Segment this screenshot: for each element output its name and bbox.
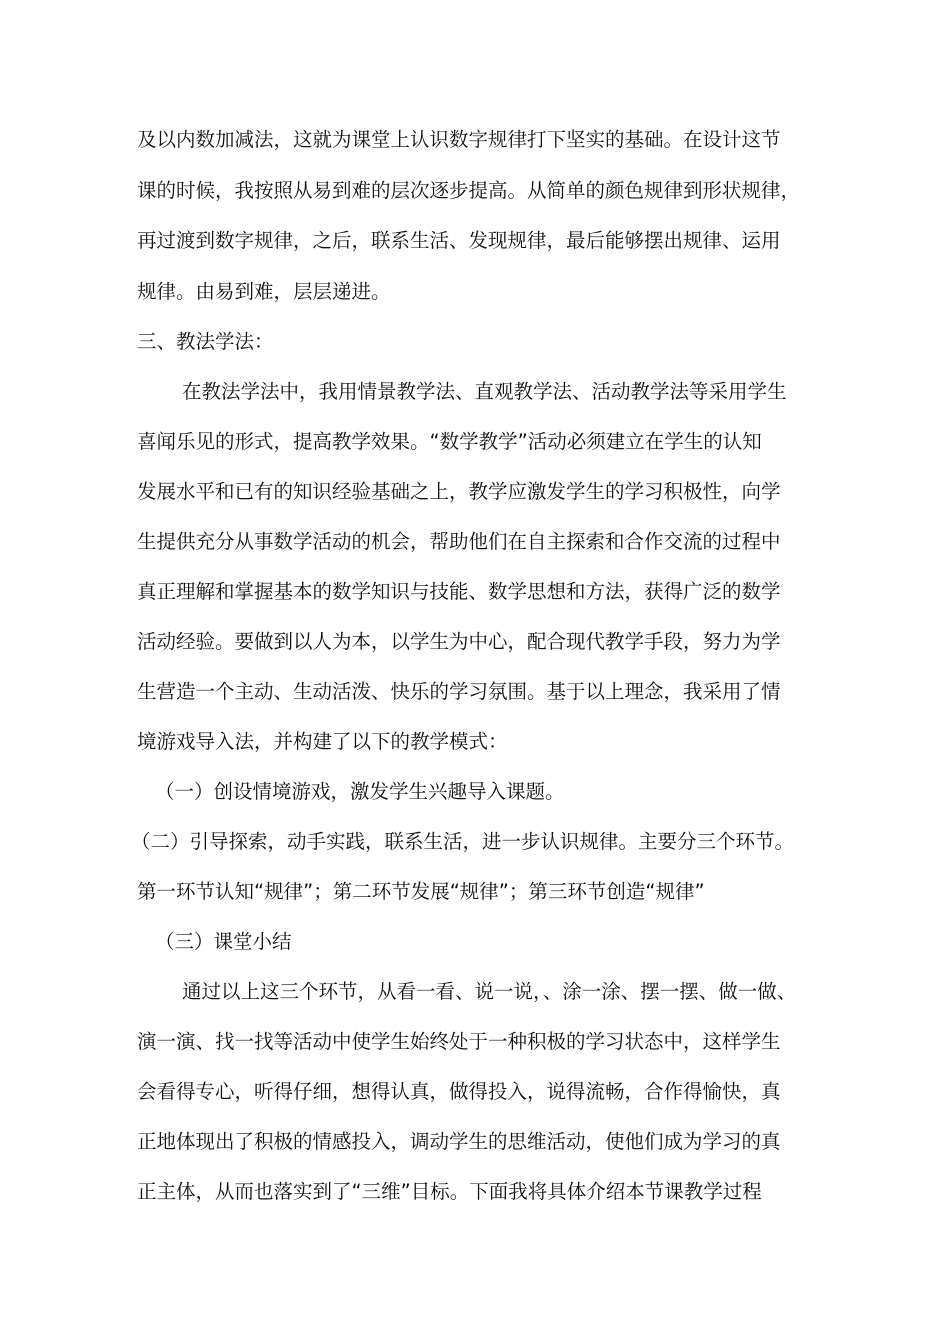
paragraph-line: 第一环节认知“规律”；第二环节发展“规律”；第三环节创造“规律” <box>137 880 705 903</box>
paragraph-line: 生提供充分从事数学活动的机会，帮助他们在自主探索和合作交流的过程中 <box>137 530 781 553</box>
paragraph-line: 规律。由易到难，层层递进。 <box>137 280 391 303</box>
paragraph-line: 真正理解和掌握基本的数学知识与技能、数学思想和方法，获得广泛的数学 <box>137 580 781 603</box>
paragraph-line: 正主体，从而也落实到了“三维”目标。下面我将具体介绍本节课教学过程 <box>137 1180 762 1203</box>
section-heading: 三、教法学法： <box>137 330 274 353</box>
paragraph-line: 喜闻乐见的形式，提高教学效果。“数学教学”活动必须建立在学生的认知 <box>137 430 762 453</box>
paragraph-line: 通过以上这三个环节，从看一看、说一说，、涂一涂、摆一摆、做一做、 <box>182 980 797 1003</box>
paragraph-line: 生营造一个主动、生动活泼、快乐的学习氛围。基于以上理念，我采用了情 <box>137 680 781 703</box>
paragraph-line: 演一演、找一找等活动中使学生始终处于一种积极的学习状态中，这样学生 <box>137 1030 781 1053</box>
paragraph-line: 发展水平和已有的知识经验基础之上，教学应激发学生的学习积极性，向学 <box>137 480 781 503</box>
paragraph-line: 再过渡到数字规律，之后，联系生活、发现规律，最后能够摆出规律、运用 <box>137 229 781 252</box>
paragraph-line: 活动经验。要做到以人为本，以学生为中心，配合现代教学手段，努力为学 <box>137 630 781 653</box>
paragraph-line: 及以内数加减法，这就为课堂上认识数字规律打下坚实的基础。在设计这节 <box>137 128 781 151</box>
list-item: （一）创设情境游戏，激发学生兴趣导入课题。 <box>155 780 565 803</box>
paragraph-line: 境游戏导入法，并构建了以下的教学模式： <box>137 730 508 753</box>
paragraph-line: 正地体现出了积极的情感投入，调动学生的思维活动，使他们成为学习的真 <box>137 1130 781 1153</box>
paragraph-line: 会看得专心，听得仔细，想得认真，做得投入，说得流畅，合作得愉快，真 <box>137 1080 781 1103</box>
paragraph-line: 在教法学法中，我用情景教学法、直观教学法、活动教学法等采用学生 <box>182 380 787 403</box>
list-item: （三）课堂小结 <box>155 930 292 953</box>
paragraph-line: 课的时候，我按照从易到难的层次逐步提高。从简单的颜色规律到形状规律， <box>137 179 801 202</box>
list-item: （二）引导探索，动手实践，联系生活，进一步认识规律。主要分三个环节。 <box>131 830 795 853</box>
